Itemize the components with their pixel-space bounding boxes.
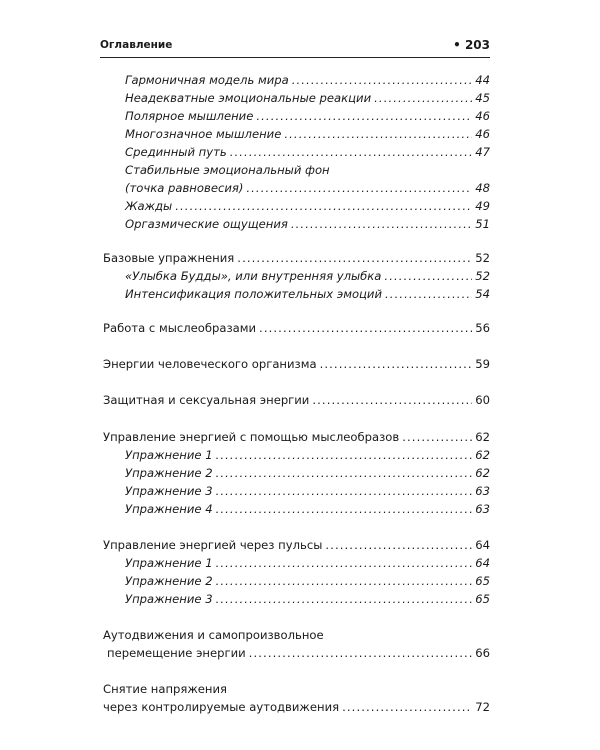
toc-section: Работа с мыслеобразами ..... 56 bbox=[103, 321, 490, 335]
toc-section: Энергии человеческого организма ..... 59 bbox=[103, 357, 490, 371]
toc-section: перемещение энергии ..... 66 bbox=[107, 646, 490, 660]
toc-entry-line1: Стабильные эмоциональный фон bbox=[125, 163, 330, 177]
toc-entry: «Улыбка Будды», или внутренняя улыбка ..... 52 bbox=[125, 269, 490, 283]
toc-entry: Оргазмические ощущения ..... 51 bbox=[125, 217, 490, 231]
toc-section: Базовые упражнения ..... 52 bbox=[103, 251, 490, 265]
toc-entry: Упражнение 4 ..... 63 bbox=[125, 502, 490, 516]
toc-section: Управление энергией с помощью мыслеобразов ..... 62 bbox=[103, 430, 490, 444]
toc-entry: Гармоничная модель мира ..... 44 bbox=[125, 73, 490, 87]
toc-section-line1: Снятие напряжения bbox=[103, 682, 228, 696]
toc-section: Управление энергией через пульсы ..... 64 bbox=[103, 538, 490, 552]
toc-entry: Упражнение 3 ..... 65 bbox=[125, 592, 490, 606]
toc-section-line1: Аутодвижения и самопроизвольное bbox=[103, 628, 324, 642]
toc-entry: Полярное мышление ..... 46 bbox=[125, 109, 490, 123]
toc-entry: Жажды ..... 49 bbox=[125, 199, 490, 213]
toc-entry: Упражнение 1 ..... 64 bbox=[125, 556, 490, 570]
toc-section: Защитная и сексуальная энергии ..... 60 bbox=[103, 393, 490, 407]
toc-entry: Срединный путь ..... 47 bbox=[125, 145, 490, 159]
toc-entry: Интенсификация положительных эмоций ..... 54 bbox=[125, 287, 490, 301]
toc-entry: Неадекватные эмоциональные реакции ..... 45 bbox=[125, 91, 490, 105]
header-page-number: • 203 bbox=[453, 38, 490, 52]
toc-entry: (точка равновесия) ..... 48 bbox=[125, 181, 490, 195]
toc-entry: Многозначное мышление ..... 46 bbox=[125, 127, 490, 141]
toc-entry: Упражнение 2 ..... 65 bbox=[125, 574, 490, 588]
toc-section: через контролируемые аутодвижения ..... 72 bbox=[103, 700, 490, 714]
toc-entry: Упражнение 3 ..... 63 bbox=[125, 484, 490, 498]
toc-entry: Упражнение 2 ..... 62 bbox=[125, 466, 490, 480]
toc-entry: Упражнение 1 ..... 62 bbox=[125, 448, 490, 462]
header-title: Оглавление bbox=[100, 39, 173, 51]
